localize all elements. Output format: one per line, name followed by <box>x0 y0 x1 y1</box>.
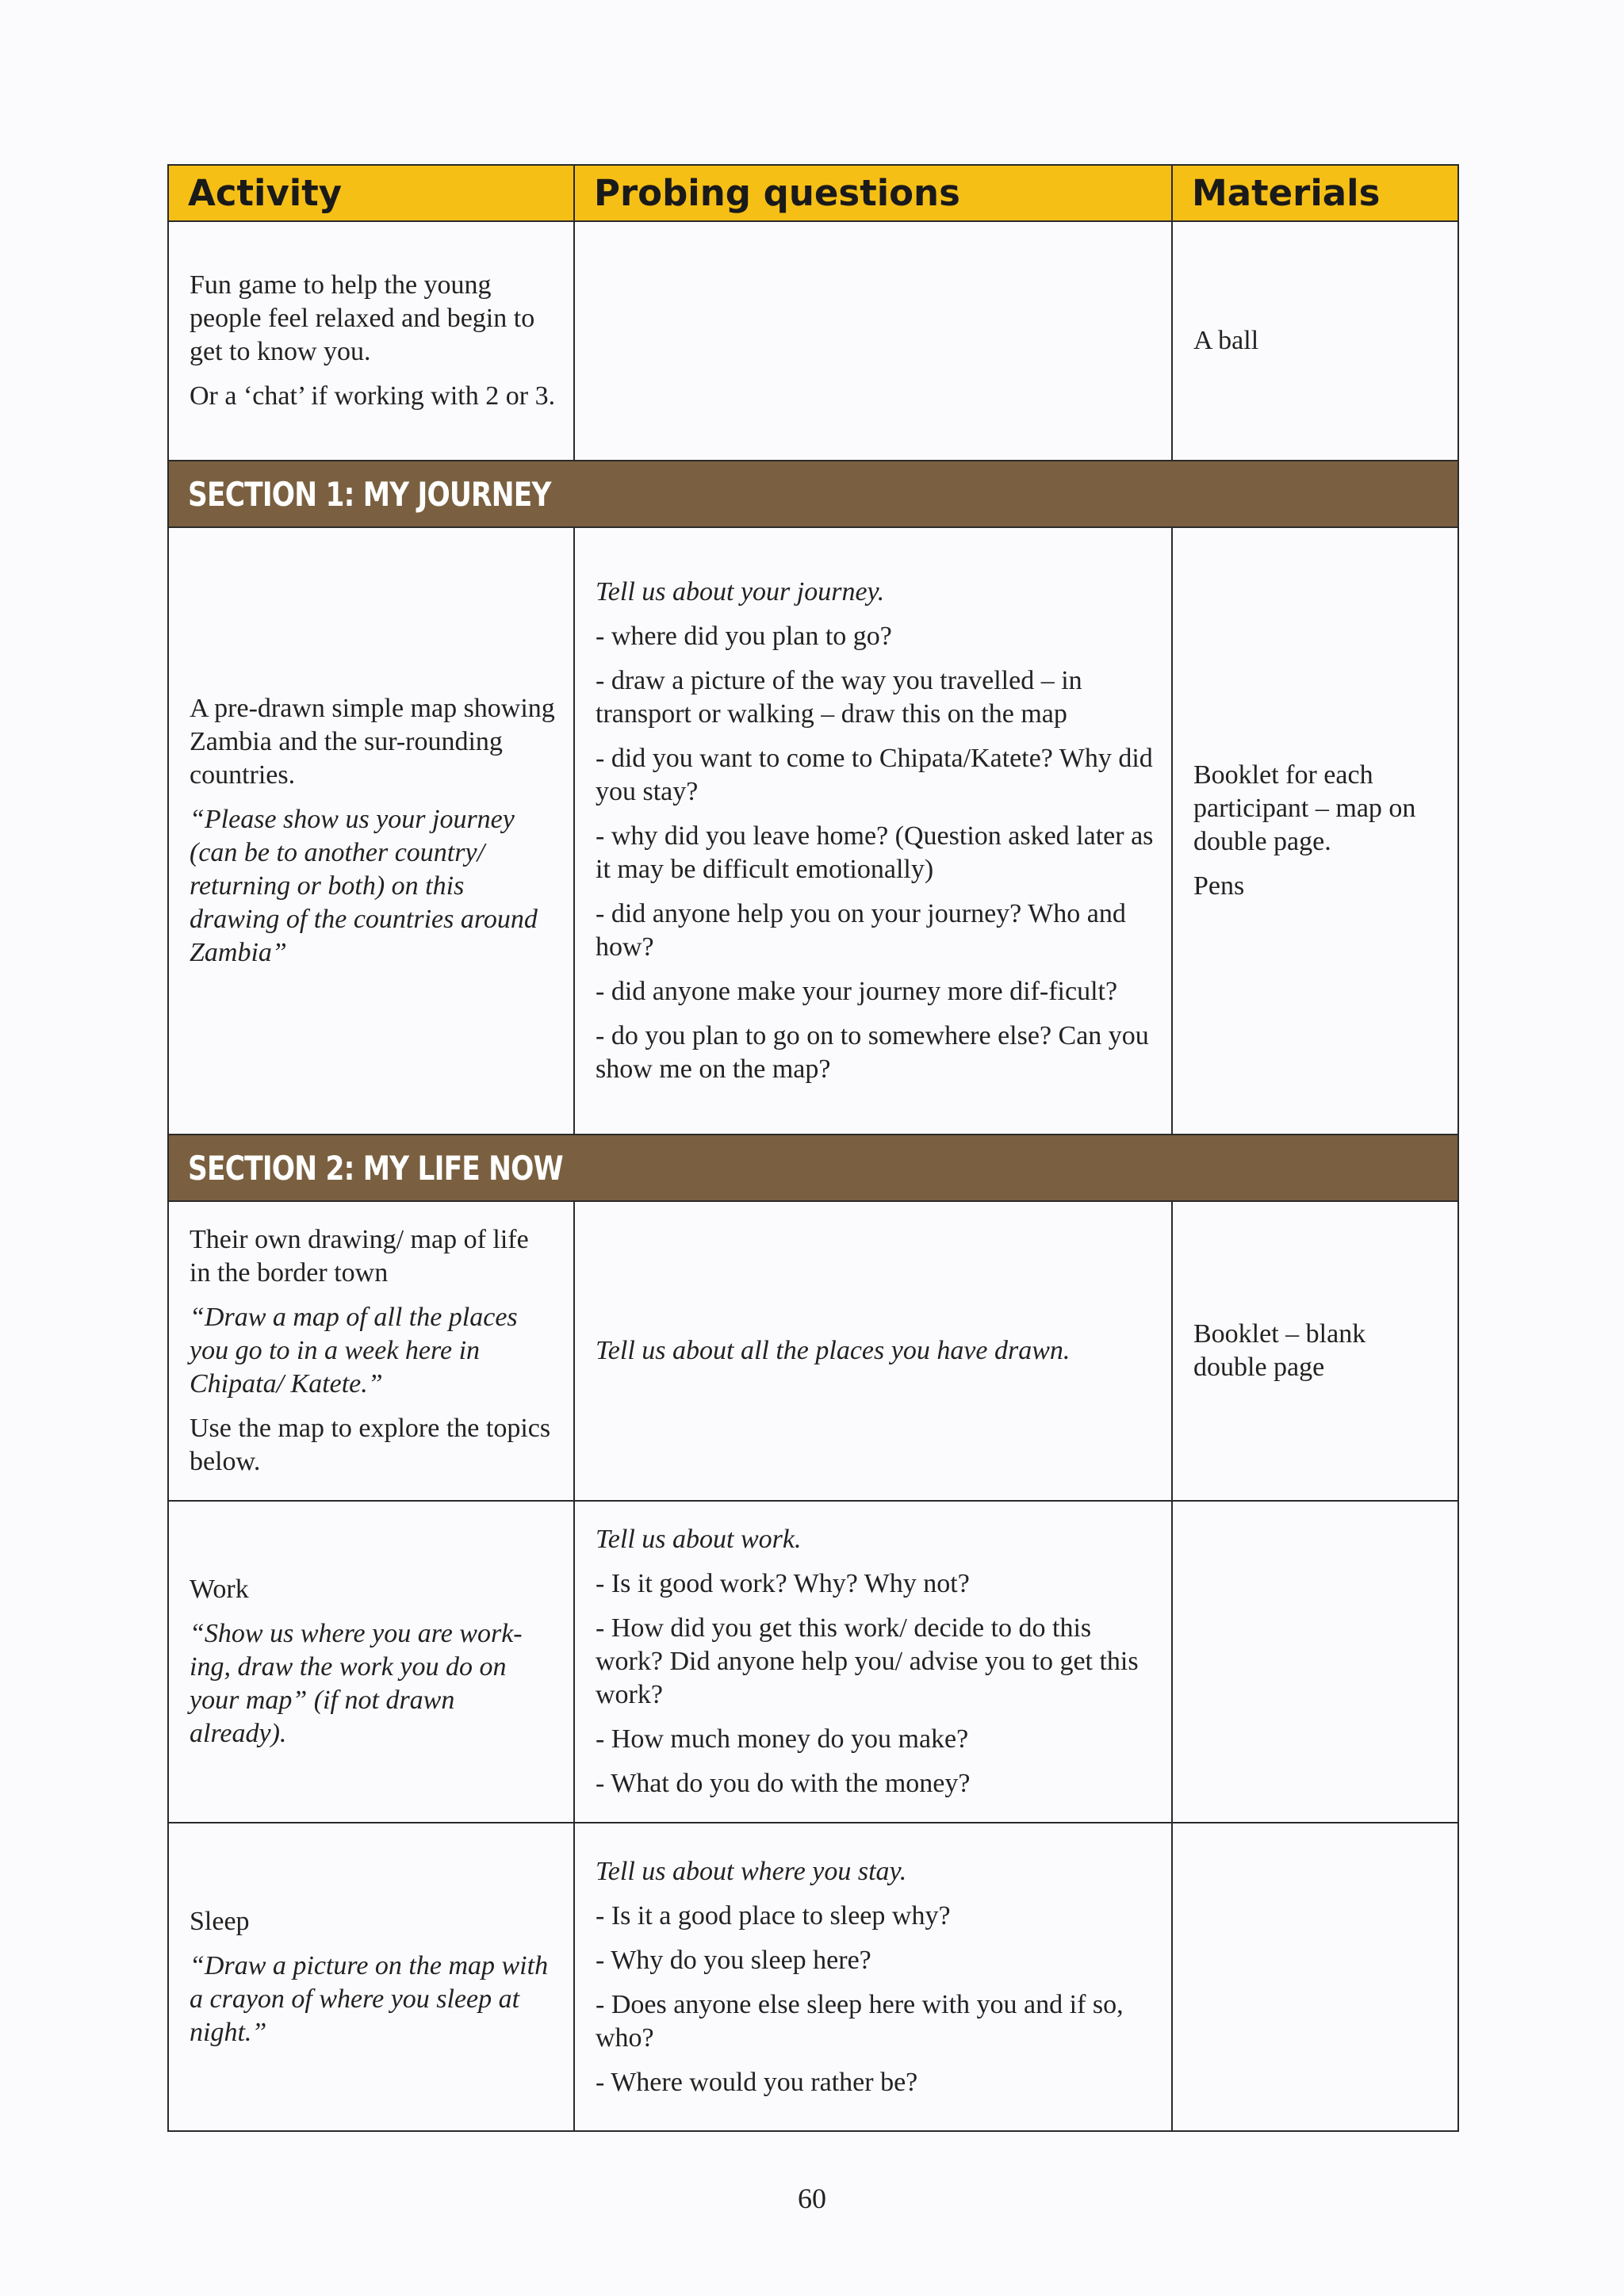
map-activity-text: Their own drawing/ map of life in the border town <box>190 1225 529 1288</box>
intro-activity-text: Or a ‘chat’ if working with 2 or 3. <box>190 381 556 411</box>
journey-activity-cell <box>168 527 574 1135</box>
journey-questions-lead: Tell us about your journey. <box>596 577 885 607</box>
sleep-question: - Is it a good place to sleep why? <box>596 1900 951 1931</box>
work-question: - How much money do you make? <box>596 1724 969 1754</box>
map-questions-cell <box>574 1201 1172 1501</box>
journey-activity-quote: “Please show us your journey (can be to another country/ returning or both) on this drawing of the countries around Zambia” <box>190 805 538 967</box>
journey-materials-cell <box>1172 527 1458 1135</box>
section-row <box>168 1135 1458 1201</box>
map-activity-quote: “Draw a map of all the places you go to in a week here in Chipata/ Katete.” <box>190 1303 518 1399</box>
journey-question: - draw a picture of the way you travelled – in transport or walking – draw this on the map <box>596 666 1082 729</box>
table-row-sleep <box>168 1823 1458 2131</box>
map-materials-cell <box>1172 1201 1458 1501</box>
sleep-activity-cell <box>168 1823 574 2131</box>
sleep-question: - Where would you rather be? <box>596 2067 918 2097</box>
journey-question: - did anyone help you on your journey? Who and how? <box>596 899 1126 962</box>
journey-question: - did anyone make your journey more dif-ficult? <box>596 977 1118 1006</box>
work-question: - Is it good work? Why? Why not? <box>596 1569 970 1598</box>
section-1-title: SECTION 1: MY JOURNEY <box>168 461 1458 527</box>
work-questions-cell <box>574 1501 1172 1823</box>
sleep-question: - Does anyone else sleep here with you and if so, who? <box>596 1989 1124 2053</box>
journey-materials-text: Pens <box>1193 871 1245 901</box>
header-materials: Materials <box>1172 165 1458 221</box>
sleep-materials-cell <box>1172 1823 1458 2131</box>
table-row-intro <box>168 221 1458 461</box>
journey-question: - why did you leave home? (Question asked later as it may be difficult emotionally) <box>596 821 1154 884</box>
sleep-questions-cell <box>574 1823 1172 2131</box>
intro-materials-cell <box>1172 221 1458 461</box>
work-activity-quote: “Show us where you are work-ing, draw the work you do on your map” (if not drawn already). <box>190 1619 523 1748</box>
intro-activity-text: Fun game to help the young people feel relaxed and begin to get to know you. <box>190 270 535 366</box>
page-number: 60 <box>798 2183 826 2214</box>
table-row-map <box>168 1201 1458 1501</box>
activity-table <box>167 164 1459 2132</box>
header-probing-questions: Probing questions <box>574 165 1172 221</box>
sleep-questions-lead: Tell us about where you stay. <box>596 1856 907 1886</box>
section-2-title: SECTION 2: MY LIFE NOW <box>168 1135 1458 1201</box>
work-materials-cell <box>1172 1501 1458 1823</box>
journey-materials-text: Booklet for each participant – map on double page. <box>1193 760 1416 856</box>
journey-question: - did you want to come to Chipata/Katete? Why did you stay? <box>596 744 1153 806</box>
map-activity-text: Use the map to explore the topics below. <box>190 1414 551 1476</box>
journey-question: - do you plan to go on to somewhere else? Can you show me on the map? <box>596 1021 1149 1084</box>
work-activity-cell <box>168 1501 574 1823</box>
journey-activity-text: A pre-drawn simple map showing Zambia and the sur-rounding countries. <box>190 694 555 790</box>
header-activity: Activity <box>168 165 574 221</box>
intro-questions-cell <box>574 221 1172 461</box>
map-questions-lead: Tell us about all the places you have drawn. <box>596 1336 1071 1365</box>
table-header-row <box>168 165 1458 221</box>
work-question: - What do you do with the money? <box>596 1769 971 1798</box>
intro-activity-cell <box>168 221 574 461</box>
table-row-work <box>168 1501 1458 1823</box>
work-questions-lead: Tell us about work. <box>596 1525 802 1554</box>
journey-question: - where did you plan to go? <box>596 622 892 651</box>
intro-materials-text: A ball <box>1193 326 1259 355</box>
work-activity-text: Work <box>190 1575 249 1604</box>
map-activity-cell <box>168 1201 574 1501</box>
sleep-question: - Why do you sleep here? <box>596 1945 871 1975</box>
map-materials-text: Booklet – blank double page <box>1193 1319 1366 1382</box>
section-row <box>168 461 1458 527</box>
sleep-activity-text: Sleep <box>190 1906 250 1936</box>
table-row-journey <box>168 527 1458 1135</box>
journey-questions-cell <box>574 527 1172 1135</box>
work-question: - How did you get this work/ decide to do this work? Did anyone help you/ advise you to get this work? <box>596 1613 1139 1709</box>
sleep-activity-quote: “Draw a picture on the map with a crayon of where you sleep at night.” <box>190 1950 549 2047</box>
